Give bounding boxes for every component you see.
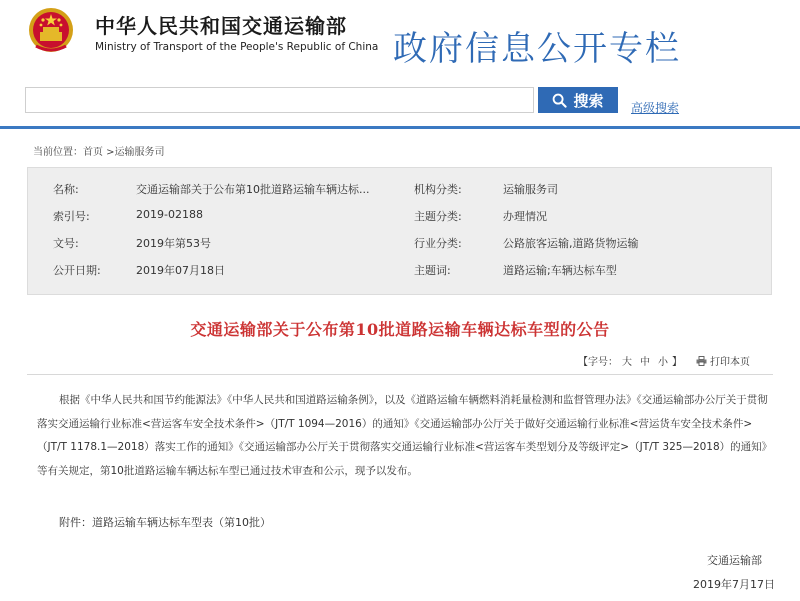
print-button[interactable] bbox=[696, 353, 750, 368]
site-header bbox=[0, 0, 800, 135]
search-button[interactable] bbox=[538, 87, 618, 113]
document-title: 交通运输部关于公布第10批道路运输车辆达标车型的公告 bbox=[190, 320, 610, 339]
meta-date-value: 2019年07月18日 bbox=[136, 264, 225, 277]
meta-date-label: 公开日期: bbox=[53, 264, 101, 277]
meta-name-label: 名称: bbox=[53, 183, 79, 196]
meta-topic-label: 主题分类: bbox=[414, 210, 462, 223]
header-divider bbox=[0, 126, 800, 129]
print-label: 打印本页 bbox=[710, 357, 750, 368]
font-size-large-button[interactable]: 大 bbox=[622, 357, 632, 368]
meta-keyword-label: 主题词: bbox=[414, 264, 451, 277]
breadcrumb-prefix: 当前位置： bbox=[33, 147, 83, 158]
meta-topic-value: 办理情况 bbox=[503, 210, 547, 223]
document-signature: 交通运输部 bbox=[707, 554, 762, 567]
national-emblem-icon bbox=[26, 6, 76, 56]
meta-industry-value: 公路旅客运输,道路货物运输 bbox=[503, 237, 639, 250]
meta-industry-label: 行业分类: bbox=[414, 237, 462, 250]
meta-org-value: 运输服务司 bbox=[503, 183, 558, 196]
ministry-name-en: Ministry of Transport of the People's Republic of China bbox=[95, 41, 379, 53]
advanced-search-link[interactable]: 高级搜索 bbox=[631, 101, 680, 115]
meta-name-value: 交通运输部关于公布第10批道路运输车辆达标... bbox=[136, 183, 370, 196]
meta-index-value: 2019-02188 bbox=[136, 208, 203, 221]
tools-divider bbox=[27, 374, 773, 375]
meta-doc-no-label: 文号: bbox=[53, 237, 79, 250]
font-size-medium-button[interactable]: 中 bbox=[640, 357, 650, 368]
font-size-prefix: 【字号： bbox=[578, 357, 618, 368]
document-body: 根据《中华人民共和国节约能源法》《中华人民共和国道路运输条例》，以及《道路运输车辆燃料消耗量检测和监督管理办法》《交通运输部办公厅关于贯彻落实交通运输行业标准<营运客车安全技术条件>（JT/T 1094—2016）的通知》《交通运输部办公厅关于做好交通运输行业标准<营运货车安全技术条件>（JT/T 1178.1—2018）落实工作的通知》《交通运输部办公厅关于贯彻落实交通运输行业标准<营运客车类型划分及等级评定>（JT/T 325—2018）的通知》等有关规定，第10批道路运输车辆达标车型已通过技术审查和公示，现予以发布。 bbox=[37, 394, 768, 477]
search-button-label: 搜索 bbox=[573, 92, 604, 110]
font-size-suffix: 】 bbox=[672, 357, 682, 368]
meta-index-label: 索引号: bbox=[53, 210, 90, 223]
printer-icon bbox=[696, 356, 707, 366]
document-sign-date: 2019年7月17日 bbox=[693, 578, 775, 591]
font-size-small-button[interactable]: 小 bbox=[658, 357, 668, 368]
breadcrumb-current-link[interactable]: 运输服务司 bbox=[114, 147, 165, 158]
meta-doc-no-value: 2019年第53号 bbox=[136, 237, 211, 250]
breadcrumb bbox=[33, 143, 165, 158]
document-metadata-panel bbox=[27, 167, 772, 295]
document-attachment: 附件：道路运输车辆达标车型表（第10批） bbox=[59, 516, 271, 529]
breadcrumb-separator: > bbox=[103, 147, 115, 158]
breadcrumb-home-link[interactable]: 首页 bbox=[83, 147, 103, 158]
ministry-name-cn: 中华人民共和国交通运输部 bbox=[95, 14, 347, 38]
meta-org-label: 机构分类: bbox=[414, 183, 462, 196]
magnifier-icon bbox=[552, 93, 567, 108]
search-input[interactable] bbox=[25, 87, 534, 113]
meta-keyword-value: 道路运输;车辆达标车型 bbox=[503, 264, 617, 277]
page-tools bbox=[578, 353, 750, 368]
column-title: 政府信息公开专栏 bbox=[393, 29, 681, 69]
